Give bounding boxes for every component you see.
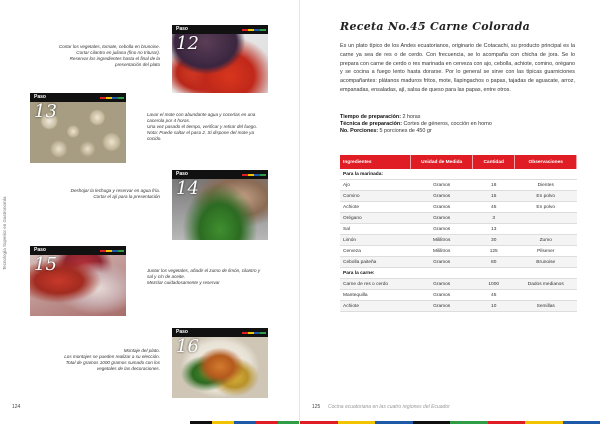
cell-unit: Gramos [411, 301, 472, 312]
cell-ingredient: Achiote [340, 202, 411, 213]
table-row [340, 213, 577, 224]
table-row [340, 290, 577, 301]
step-14-photo [172, 170, 268, 240]
table-row [340, 224, 577, 235]
right-page [300, 0, 600, 424]
recipe-title: Receta No.45 Carne Colorada [340, 20, 530, 33]
table-row [340, 301, 577, 312]
recipe-intro: Es un plato típico de los Andes ecuatorianos, originario de Cotacachi, su producto principal es la carne ya sea de res o de cerdo. Con frecuencia, se lo acompaña con chicha de jora. Se lo prepara con carne de cerdo o res marinada en cerveza con ajo, cebolla, achiote, comino, orégano y se cocina a fuego lento hasta dorarse. Por lo general se sirve con las típicas guarniciones acompañantes: plátanos maduros fritos, mote, llapingachos o papas, tajadas de aguacate, arroz, empanadas, ensaladas, ají, salsa de queso para las papas, entre otros. [340, 43, 575, 93]
step-16-badge: Paso [172, 328, 268, 337]
cell-observation: En polvo [515, 202, 577, 213]
step-16-number: 16 [176, 336, 199, 357]
cell-ingredient: Mantequilla [340, 290, 411, 301]
step-16-text: Montaje del plato. Los montajes se pueden realizar a su elección. Total de gramos 1000 gramos sumado con los vegetales de las decoraciones. [64, 348, 160, 371]
cell-quantity: 125 [472, 246, 515, 257]
cell-observation: Dientes [515, 180, 577, 191]
step-13-number: 13 [34, 101, 57, 122]
cell-ingredient: Comino [340, 191, 411, 202]
cell-ingredient: Ajo [340, 180, 411, 191]
step-12-colorbar [242, 29, 266, 31]
col-quantity: Cantidad [472, 155, 515, 169]
table-row [340, 257, 577, 268]
cell-unit: Gramos [411, 213, 472, 224]
step-15-photo [30, 246, 126, 316]
cell-observation: Dados medianos [515, 279, 577, 290]
step-14-badge: Paso [172, 170, 268, 179]
meta-portions: No. Porciones: 5 porciones de 450 gr [340, 128, 432, 134]
table-row [340, 235, 577, 246]
ingredients-table [340, 155, 577, 312]
step-13-photo [30, 93, 126, 163]
cell-unit: Mililitros [411, 246, 472, 257]
section-label: Para la carne: [340, 268, 577, 279]
cell-ingredient: Cerveza [340, 246, 411, 257]
cell-ingredient: Limón [340, 235, 411, 246]
step-15-colorbar [100, 250, 124, 252]
right-page-number: 125 [312, 404, 321, 410]
left-page-number: 124 [12, 404, 21, 410]
col-observations: Observaciones [515, 155, 577, 169]
step-12-badge: Paso [172, 25, 268, 34]
side-running-text: Tecnología Superior en Gastronomía [2, 196, 7, 270]
table-section-row [340, 169, 577, 180]
cell-quantity: 15 [472, 191, 515, 202]
cell-observation: En polvo [515, 191, 577, 202]
meta-prep-time: Tiempo de preparación: 2 horas [340, 114, 421, 120]
step-15-text: Juntar los vegetales, añadir el zumo de limón, cilantro y sal y c/n de aceite. Mezclar cuidadosamente y reservar [147, 268, 261, 285]
ingredients-body [340, 169, 577, 312]
cell-ingredient: Cebolla paiteña [340, 257, 411, 268]
step-13-badge: Paso [30, 93, 126, 102]
step-12-photo [172, 25, 268, 93]
cell-quantity: 10 [472, 301, 515, 312]
cell-quantity: 18 [472, 180, 515, 191]
cell-observation: Semillas [515, 301, 577, 312]
cell-observation [515, 290, 577, 301]
section-label: Para la marinada: [340, 169, 577, 180]
cell-observation [515, 213, 577, 224]
step-14-colorbar [242, 174, 266, 176]
cell-observation [515, 224, 577, 235]
step-12-text: Cortar los vegetales, tomate, cebolla en brunoise. Cortar cilantro en juliana (fino no triturar). Reservar los ingredientes hasta el final de la presentación del plato [58, 44, 160, 67]
table-row [340, 180, 577, 191]
recipe-meta [340, 114, 575, 135]
step-13-text: Lavar el mote con abundante agua y cocerlas en una cacerola por 4 horas. Una vez pasado el tiempo, verificar y retirar del fuego. Nota: Puede saltar el paso 2. Si dispone del mote ya cocido. [147, 112, 258, 141]
cell-observation: Zumo [515, 235, 577, 246]
cell-observation: Pilsener [515, 246, 577, 257]
table-row [340, 191, 577, 202]
footer-caption: Cocina ecuatoriana en las cuatro regiones del Ecuador [328, 404, 450, 410]
step-16-colorbar [242, 332, 266, 334]
step-15-badge: Paso [30, 246, 126, 255]
cell-quantity: 1000 [472, 279, 515, 290]
cell-unit: Gramos [411, 257, 472, 268]
cell-ingredient: Orégano [340, 213, 411, 224]
cell-unit: Gramos [411, 224, 472, 235]
cell-quantity: 30 [472, 235, 515, 246]
col-unit: Unidad de Medida [411, 155, 472, 169]
cell-unit: Gramos [411, 279, 472, 290]
cell-unit: Gramos [411, 191, 472, 202]
cell-ingredient: Achiote [340, 301, 411, 312]
step-16-photo [172, 328, 268, 398]
step-12-number: 12 [176, 33, 199, 54]
cell-ingredient: Sal [340, 224, 411, 235]
step-15-number: 15 [34, 254, 57, 275]
table-section-row [340, 268, 577, 279]
cell-observation: Brunoise [515, 257, 577, 268]
table-row [340, 246, 577, 257]
cell-quantity: 80 [472, 257, 515, 268]
cell-unit: Gramos [411, 290, 472, 301]
cell-ingredient: Carne de res o cerdo [340, 279, 411, 290]
cell-unit: Gramos [411, 180, 472, 191]
cell-quantity: 45 [472, 290, 515, 301]
col-ingredients: Ingredientes [340, 155, 411, 169]
cell-quantity: 13 [472, 224, 515, 235]
table-row [340, 202, 577, 213]
step-14-text: Deshojar la lechuga y reservar en agua fría. Cortar el ají para la presentación [70, 188, 160, 199]
meta-technique: Técnica de preparación: Cortes de géneros, cocción en horno [340, 121, 492, 127]
step-14-number: 14 [176, 178, 199, 199]
table-row [340, 279, 577, 290]
cell-unit: Gramos [411, 202, 472, 213]
cell-unit: Mililitros [411, 235, 472, 246]
cell-quantity: 45 [472, 202, 515, 213]
table-header-row [340, 155, 577, 169]
cell-quantity: 3 [472, 213, 515, 224]
step-13-colorbar [100, 97, 124, 99]
